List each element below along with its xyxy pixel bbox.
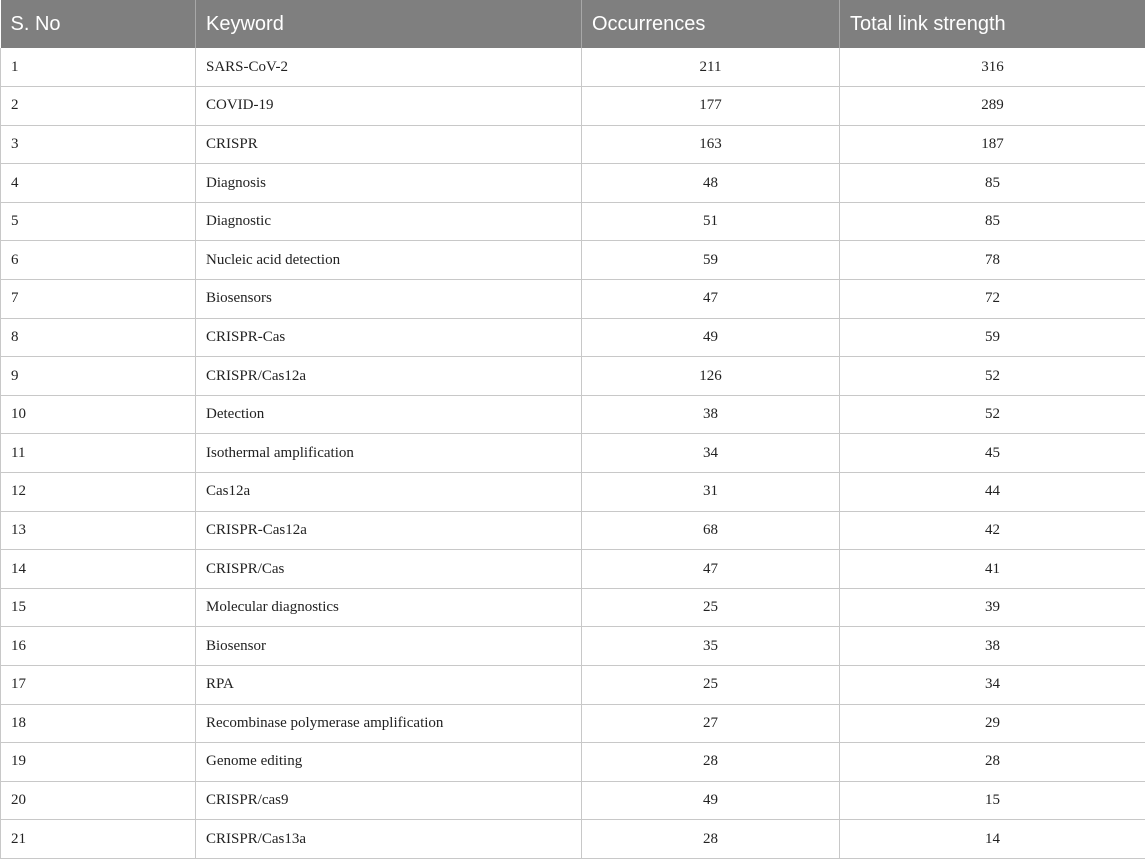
table-row — [1, 666, 1145, 705]
table-row — [1, 395, 1145, 434]
cell-occurrences: 38 — [582, 395, 840, 434]
cell-occurrences: 34 — [582, 434, 840, 473]
cell-serial-number: 1 — [1, 48, 196, 87]
table-row — [1, 125, 1145, 164]
cell-occurrences: 51 — [582, 202, 840, 241]
cell-keyword: Genome editing — [196, 743, 582, 782]
cell-total-link-strength: 59 — [840, 318, 1145, 357]
cell-occurrences: 177 — [582, 87, 840, 126]
cell-keyword: RPA — [196, 666, 582, 705]
cell-total-link-strength: 34 — [840, 666, 1145, 705]
cell-serial-number: 2 — [1, 87, 196, 126]
cell-keyword: SARS-CoV-2 — [196, 48, 582, 87]
cell-occurrences: 59 — [582, 241, 840, 280]
cell-serial-number: 10 — [1, 395, 196, 434]
cell-total-link-strength: 187 — [840, 125, 1145, 164]
cell-serial-number: 5 — [1, 202, 196, 241]
table-row — [1, 241, 1145, 280]
cell-keyword: Biosensor — [196, 627, 582, 666]
cell-serial-number: 16 — [1, 627, 196, 666]
table-row — [1, 781, 1145, 820]
cell-total-link-strength: 14 — [840, 820, 1145, 859]
cell-total-link-strength: 52 — [840, 357, 1145, 396]
table-row — [1, 550, 1145, 589]
cell-serial-number: 3 — [1, 125, 196, 164]
cell-serial-number: 21 — [1, 820, 196, 859]
cell-keyword: CRISPR/Cas13a — [196, 820, 582, 859]
cell-total-link-strength: 72 — [840, 280, 1145, 319]
cell-keyword: CRISPR-Cas — [196, 318, 582, 357]
header-occurrences: Occurrences — [582, 0, 840, 48]
cell-occurrences: 47 — [582, 280, 840, 319]
cell-keyword: Diagnosis — [196, 164, 582, 203]
cell-serial-number: 15 — [1, 588, 196, 627]
cell-total-link-strength: 29 — [840, 704, 1145, 743]
cell-occurrences: 28 — [582, 743, 840, 782]
table-row — [1, 318, 1145, 357]
cell-serial-number: 8 — [1, 318, 196, 357]
table-row — [1, 164, 1145, 203]
cell-serial-number: 12 — [1, 473, 196, 512]
cell-keyword: Diagnostic — [196, 202, 582, 241]
cell-total-link-strength: 39 — [840, 588, 1145, 627]
cell-occurrences: 163 — [582, 125, 840, 164]
cell-total-link-strength: 45 — [840, 434, 1145, 473]
table-row — [1, 473, 1145, 512]
cell-total-link-strength: 85 — [840, 202, 1145, 241]
cell-keyword: Biosensors — [196, 280, 582, 319]
table-row — [1, 511, 1145, 550]
cell-serial-number: 20 — [1, 781, 196, 820]
table-row — [1, 588, 1145, 627]
cell-total-link-strength: 44 — [840, 473, 1145, 512]
cell-occurrences: 49 — [582, 781, 840, 820]
header-keyword: Keyword — [196, 0, 582, 48]
table-row — [1, 704, 1145, 743]
table-row — [1, 743, 1145, 782]
cell-total-link-strength: 85 — [840, 164, 1145, 203]
table-body — [1, 48, 1145, 858]
cell-keyword: CRISPR — [196, 125, 582, 164]
cell-total-link-strength: 38 — [840, 627, 1145, 666]
table-row — [1, 280, 1145, 319]
cell-occurrences: 28 — [582, 820, 840, 859]
cell-total-link-strength: 42 — [840, 511, 1145, 550]
header-row — [1, 0, 1145, 48]
cell-occurrences: 25 — [582, 588, 840, 627]
table-row — [1, 87, 1145, 126]
cell-total-link-strength: 15 — [840, 781, 1145, 820]
cell-serial-number: 17 — [1, 666, 196, 705]
table-row — [1, 627, 1145, 666]
cell-occurrences: 211 — [582, 48, 840, 87]
cell-keyword: Recombinase polymerase amplification — [196, 704, 582, 743]
cell-total-link-strength: 316 — [840, 48, 1145, 87]
cell-keyword: COVID-19 — [196, 87, 582, 126]
cell-occurrences: 49 — [582, 318, 840, 357]
cell-occurrences: 47 — [582, 550, 840, 589]
table-row — [1, 202, 1145, 241]
cell-serial-number: 9 — [1, 357, 196, 396]
cell-total-link-strength: 78 — [840, 241, 1145, 280]
header-total-link-strength: Total link strength — [840, 0, 1145, 48]
cell-serial-number: 14 — [1, 550, 196, 589]
cell-occurrences: 48 — [582, 164, 840, 203]
cell-serial-number: 7 — [1, 280, 196, 319]
cell-keyword: Molecular diagnostics — [196, 588, 582, 627]
cell-serial-number: 4 — [1, 164, 196, 203]
cell-keyword: Nucleic acid detection — [196, 241, 582, 280]
cell-occurrences: 25 — [582, 666, 840, 705]
cell-total-link-strength: 41 — [840, 550, 1145, 589]
cell-occurrences: 68 — [582, 511, 840, 550]
cell-serial-number: 18 — [1, 704, 196, 743]
cell-total-link-strength: 52 — [840, 395, 1145, 434]
table-header — [1, 0, 1145, 48]
table-row — [1, 434, 1145, 473]
cell-keyword: Isothermal amplification — [196, 434, 582, 473]
cell-serial-number: 6 — [1, 241, 196, 280]
cell-keyword: CRISPR/cas9 — [196, 781, 582, 820]
cell-serial-number: 11 — [1, 434, 196, 473]
table-row — [1, 48, 1145, 87]
cell-keyword: CRISPR-Cas12a — [196, 511, 582, 550]
cell-serial-number: 19 — [1, 743, 196, 782]
cell-keyword: CRISPR/Cas12a — [196, 357, 582, 396]
cell-keyword: Detection — [196, 395, 582, 434]
table-row — [1, 820, 1145, 859]
table-row — [1, 357, 1145, 396]
cell-total-link-strength: 28 — [840, 743, 1145, 782]
cell-occurrences: 31 — [582, 473, 840, 512]
cell-occurrences: 27 — [582, 704, 840, 743]
cell-occurrences: 126 — [582, 357, 840, 396]
cell-keyword: Cas12a — [196, 473, 582, 512]
cell-keyword: CRISPR/Cas — [196, 550, 582, 589]
cell-serial-number: 13 — [1, 511, 196, 550]
header-serial-number: S. No — [1, 0, 196, 48]
cell-total-link-strength: 289 — [840, 87, 1145, 126]
cell-occurrences: 35 — [582, 627, 840, 666]
